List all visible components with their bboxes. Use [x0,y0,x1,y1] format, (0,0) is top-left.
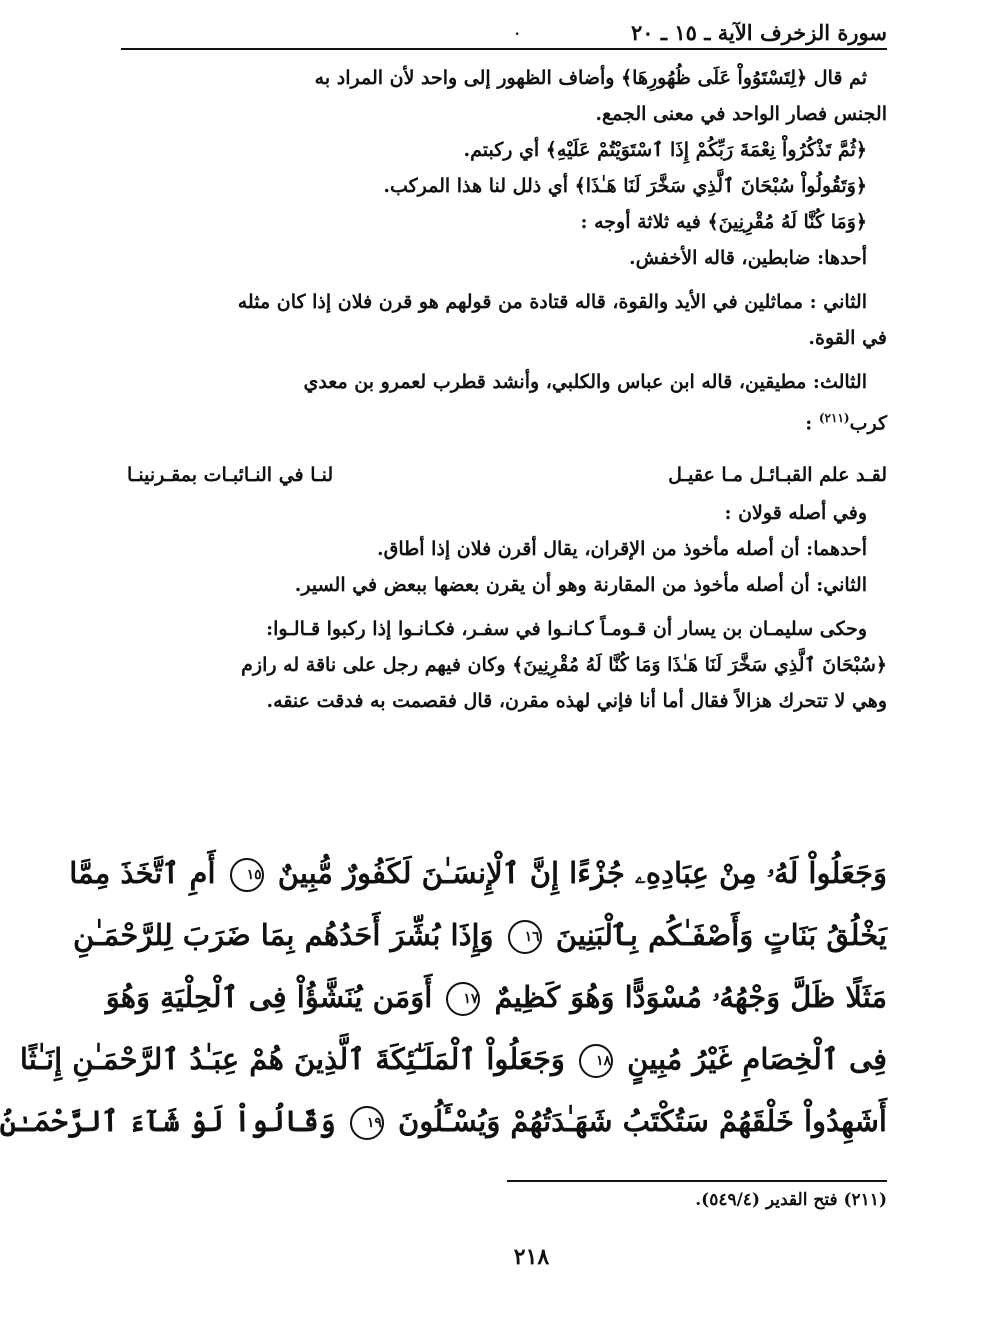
paragraph-line: الثالث: مطيقين، قاله ابن عباس والكلبي، وأنشد قطرب لعمرو بن معدي [303,371,867,393]
quran-text [0,842,887,1152]
commentary-text [119,60,887,719]
ayah-number-marker: ١٩ [350,1106,384,1140]
footnote-reference: (٢١١) [818,411,850,425]
quran-line [19,1028,887,1090]
paragraph-text: : [805,412,819,435]
paragraph-line: ﴿وَتَقُولُواْ سُبْحَانَ ٱلَّذِي سَخَّرَ لَنَا هَـٰذَا﴾ أي ذلل لنا هذا المركب. [383,175,867,197]
paragraph-line: ﴿وَمَا كُنَّا لَهُ مُقْرِنِينَ﴾ فيه ثلاثة أوجه : [580,211,867,233]
footnote: (٢١١) فتح القدير (٥٤٩/٤). [695,1190,887,1210]
ayah-number-marker: ١٦ [508,920,542,954]
paragraph-line [119,400,887,441]
quran-text-segment: مَثَلًا ظَلَّ وَجْهُهُۥ مُسْوَدًّا وَهُوَ كَظِيمٌ [494,980,887,1014]
poem-verse [119,455,887,495]
header-dot: . [514,16,521,40]
quran-line [0,1090,887,1152]
quran-text-segment: وَجَعَلُواْ ٱلْمَلَـٰٓئِكَةَ ٱلَّذِينَ هُمْ عِبَـٰدُ ٱلرَّحْمَـٰنِ إِنَـٰثًا [19,1042,565,1076]
page-number: ٢١٨ [513,1244,550,1270]
ayah-number-marker: ١٧ [446,982,480,1016]
quran-text-segment: فِى ٱلْخِصَامِ غَيْرُ مُبِينٍ [627,1042,887,1076]
paragraph-line: وهي لا تتحرك هزالاً فقال أما أنا فإني لهذه مقرن، قال فقصمت به فدقت عنقه. [266,690,887,713]
quran-text-segment: وَجَعَلُواْ لَهُۥ مِنْ عِبَادِهِۦ جُزْءًا إِنَّ ٱلْإِنسَـٰنَ لَكَفُورٌ مُّبِينٌ [277,856,887,890]
ayah-number-marker: ١٥ [230,858,264,892]
quran-text-segment: أَوَمَن يُنَشَّؤُاْ فِى ٱلْحِلْيَةِ وَهُوَ [105,980,433,1014]
quran-text-segment: وَقَالُواْ لَوْ شَآءَ ٱلرَّحْمَـٰنُ [0,1104,336,1138]
ayah-number-marker: ١٨ [579,1044,613,1078]
paragraph-line: الثاني : مماثلين في الأيد والقوة، قاله قتادة من قولهم هو قرن فلان إذا كان مثله [237,291,867,313]
poem-second-hemistich: لنـا في النـائبـات بمقـرنينـا [127,464,334,487]
paragraph-line: أحدها: ضابطين، قاله الأخفش. [629,247,867,269]
paragraph-line: وحكى سليمـان بن يسار أن قـومـاً كـانـوا في سفـر، فكـانـوا إذا ركبوا قـالـوا: [266,618,867,641]
paragraph-text: كرب [849,412,887,435]
paragraph-line: ﴿سُبْحَانَ ٱلَّذِي سَخَّرَ لَنَا هَـٰذَا وَمَا كُنَّا لَهُ مُقْرِنِينَ﴾ وكان فيهم رجل على ناقة له رازم [241,654,887,677]
quran-line [72,904,887,966]
quran-line [69,842,887,904]
quran-line [105,966,887,1028]
paragraph-line: وفي أصله قولان : [724,502,867,525]
paragraph-line: ﴿ثُمَّ تَذْكُرُواْ نِعْمَةَ رَبِّكُمْ إِذَا ٱسْتَوَيْتُمْ عَلَيْهِ﴾ أي ركبتم. [463,139,867,161]
header-rule [121,48,887,50]
paragraph-line: الجنس فصار الواحد في معنى الجمع. [595,103,887,125]
footnote-rule [507,1180,887,1182]
paragraph-line: في القوة. [808,327,887,349]
paragraph-line: الثاني: أن أصله مأخوذ من المقارنة وهو أن يقرن بعضها ببعض في السير. [294,574,867,597]
quran-text-segment: يَخْلُقُ بَنَاتٍ وَأَصْفَـٰكُم بِٱلْبَنِينَ [555,918,887,952]
quran-text-segment: أَمِ ٱتَّخَذَ مِمَّا [69,856,216,890]
quran-text-segment: وَإِذَا بُشِّرَ أَحَدُهُم بِمَا ضَرَبَ لِلرَّحْمَـٰنِ [72,918,494,952]
paragraph-line: أحدهما: أن أصله مأخوذ من الإقران، يقال أقرن فلان إذا أطاق. [377,538,867,561]
paragraph-line: ثم قال ﴿لِتَسْتَوُواْ عَلَى ظُهُورِهَا﴾ وأضاف الظهور إلى واحد لأن المراد به [314,67,867,89]
poem-first-hemistich: لقـد علم القبـائـل مـا عقيـل [668,464,887,487]
header-title: سورة الزخرف الآية ـ ١٥ ـ ٢٠ [631,20,887,45]
running-header [121,14,887,48]
quran-text-segment: أَشَهِدُواْ خَلْقَهُمْ سَتُكْتَبُ شَهَـٰدَتُهُمْ وَيُسْـَٔلُونَ [398,1104,887,1138]
